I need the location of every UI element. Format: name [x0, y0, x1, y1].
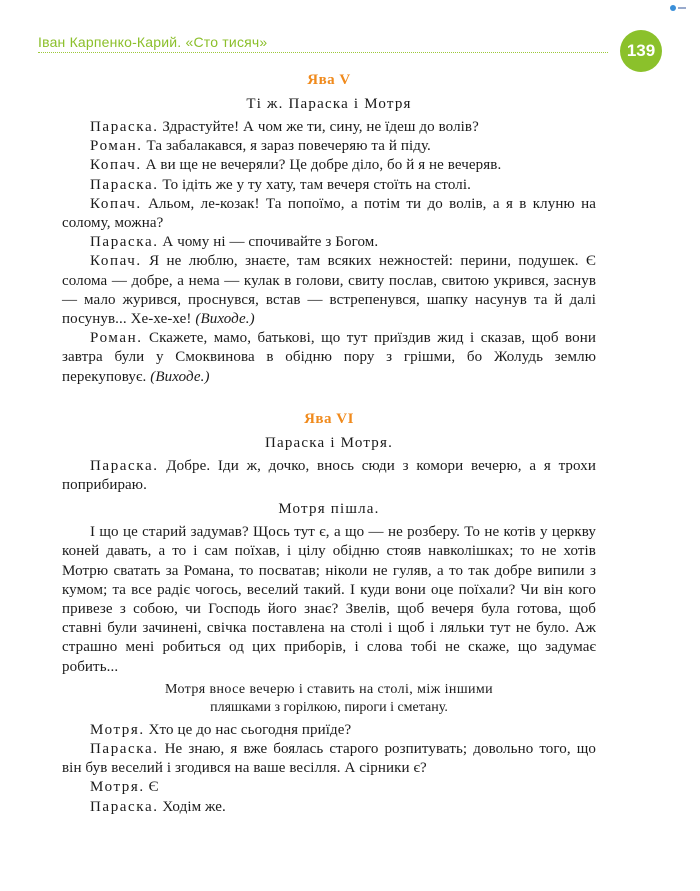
header-divider: [38, 52, 608, 53]
page-header: [0, 30, 700, 70]
page-body: [62, 70, 596, 817]
speaker: Мотря.: [90, 779, 145, 796]
speech: Добре. Іди ж, дочко, внось сюди з комори вечерю, а я трохи поприбираю.: [62, 457, 596, 494]
speech: Ходім же.: [158, 798, 226, 815]
speech: Я не люблю, знаєте, там всяких нежностей: перини, подушек. Є солома — добре, а нема — кулак в голови, свиту послав, свитою укрився, заснув — мало журився, проснувся, встав — встрепенувся, шапку насунув та й далі посунув... Хе-хе-хе!: [62, 253, 596, 328]
speech: Скажете, мамо, батькові, що тут приїздив жид і сказав, щоб вони завтра були у Смоквинова в обідню пору з грішми, бо Жолудь землю перекуповує.: [62, 330, 596, 385]
stage-direction-block: [62, 681, 596, 717]
speaker: Роман.: [90, 138, 143, 155]
dialogue-line: [62, 778, 596, 797]
monologue: І що це старий задумав? Щось тут є, а що — не розберу. То не котів у церкву коней давать, а то і сам поїхав, і цілу обідню стояв навколішках; то не хотів Мотрю сватать за Романа, то посватав; ніколи не гуляв, а то так добре випили з кумом; та все радіє чогось, веселий такий. І куди вони оце поїхали? Чи він кого привезе з собою, чи Господь його знає? Звелів, щоб вечеря була готова, щоб ставні були зачинені, свічка поставлена на столі і щоб і ляльки тут не було. Аж страшно мені робиться од цих приборів, і слова тобі не скаже, що задумає робить...: [62, 524, 596, 675]
dialogue-line: [62, 252, 596, 329]
dialogue-line: [62, 329, 596, 387]
stage-direction-line: Мотря вносе вечерю і ставить на столі, між іншими: [164, 681, 494, 697]
stage-direction: Ті ж. Параска і Мотря: [246, 96, 412, 112]
speech: Та забалакався, я зараз повечеряю та й піду.: [142, 138, 431, 155]
speaker: Параска.: [90, 234, 159, 251]
speaker: Роман.: [90, 330, 143, 347]
dialogue-line: [62, 176, 596, 195]
speaker: Копач.: [90, 253, 142, 270]
speaker: Параска.: [90, 176, 159, 193]
stage-note: (Виходе.): [195, 311, 255, 328]
dialogue-line: [62, 233, 596, 252]
speech: А ви ще не вечеряли? Це добре діло, бо й я не вечеряв.: [141, 157, 502, 174]
speech: То ідіть же у ту хату, там вечеря стоїть на столі.: [158, 176, 471, 193]
dialogue-line: [62, 457, 596, 495]
speech: Здрастуйте! А чом же ти, сину, не їдеш до волів?: [158, 119, 479, 135]
speaker: Мотря.: [90, 721, 145, 738]
speaker: Параска.: [90, 798, 159, 815]
dialogue-line: [62, 156, 596, 175]
page-number-badge: 139: [620, 30, 662, 72]
stage-note: (Виходе.): [150, 368, 210, 385]
speaker: Параска.: [90, 119, 159, 135]
stage-direction-line: пляшками з горілкою, пироги і сметану.: [210, 699, 448, 715]
scene-title: Ява VI: [304, 410, 354, 427]
speech: Альом, ле-козак! Та попоїмо, а потім ти до волів, а я в клуню на солому, можна?: [62, 195, 596, 232]
dialogue-line: [62, 137, 596, 156]
speech: А чому ні — спочивайте з Богом.: [158, 234, 379, 251]
speech: Є: [144, 779, 159, 796]
dialogue-line: [62, 740, 596, 778]
speech: Хто це до нас сьогодня приїде?: [144, 721, 352, 738]
stage-direction: Параска і Мотря.: [264, 434, 394, 451]
speech: Не знаю, я вже боялась старого розпитувать; довольно того, що він був веселий і згодився на ваше весілля. А сірники є?: [62, 741, 596, 777]
app-badge-icon: [670, 3, 686, 12]
dialogue-line: [62, 798, 596, 817]
dialogue-line: [62, 118, 596, 137]
stage-direction: Мотря пішла.: [278, 501, 380, 518]
speaker: Параска.: [90, 457, 159, 474]
dialogue-line: [62, 721, 596, 740]
speaker: Копач.: [90, 157, 142, 174]
scene-title: Ява V: [307, 72, 351, 88]
speaker: Параска.: [90, 741, 159, 758]
dialogue-line: [62, 195, 596, 233]
running-title: Іван Карпенко-Карий. «Сто тисяч»: [38, 34, 268, 50]
speaker: Копач.: [90, 195, 142, 212]
